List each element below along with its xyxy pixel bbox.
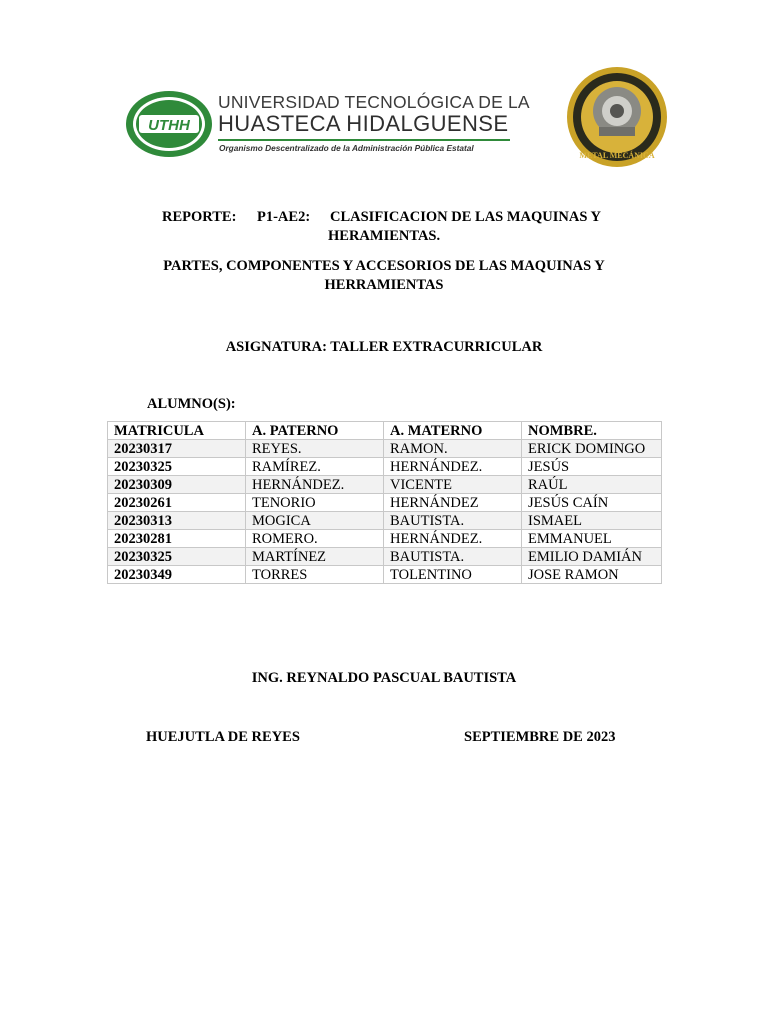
table-row bbox=[108, 458, 662, 476]
cell-paterno: TORRES bbox=[246, 566, 384, 584]
university-subtitle: Organismo Descentralizado de la Administración Pública Estatal bbox=[219, 143, 474, 153]
cell-paterno: REYES. bbox=[246, 440, 384, 458]
cell-matricula: 20230309 bbox=[108, 476, 246, 494]
cell-nombre: JESÚS CAÍN bbox=[522, 494, 662, 512]
teacher-name: ING. REYNALDO PASCUAL BAUTISTA bbox=[251, 670, 517, 686]
report-title-line1: CLASIFICACION DE LAS MAQUINAS Y bbox=[330, 209, 601, 225]
report-label: REPORTE: bbox=[162, 209, 237, 225]
students-table bbox=[107, 421, 662, 584]
report-title-line2: HERAMIENTAS. bbox=[328, 228, 441, 244]
cell-materno: VICENTE bbox=[384, 476, 522, 494]
university-name-line1: UNIVERSIDAD TECNOLÓGICA DE LA bbox=[218, 92, 530, 112]
cell-paterno: HERNÁNDEZ. bbox=[246, 476, 384, 494]
table-row bbox=[108, 566, 662, 584]
header-divider bbox=[218, 139, 510, 141]
cell-materno: HERNÁNDEZ. bbox=[384, 458, 522, 476]
cell-materno: TOLENTINO bbox=[384, 566, 522, 584]
table-header-row bbox=[108, 422, 662, 440]
cell-materno: BAUTISTA. bbox=[384, 548, 522, 566]
column-header-matricula: MATRICULA bbox=[108, 422, 246, 440]
cell-nombre: ISMAEL bbox=[522, 512, 662, 530]
logo-text: UTHH bbox=[148, 117, 190, 134]
subject-line: ASIGNATURA: TALLER EXTRACURRICULAR bbox=[225, 339, 543, 355]
seal-text: METAL MECÁNICA bbox=[579, 151, 655, 160]
report-subtitle-line1: PARTES, COMPONENTES Y ACCESORIOS DE LAS MAQUINAS Y bbox=[163, 258, 605, 274]
cell-matricula: 20230261 bbox=[108, 494, 246, 512]
cell-paterno: TENORIO bbox=[246, 494, 384, 512]
date-text: SEPTIEMBRE DE 2023 bbox=[464, 729, 616, 745]
uthh-logo bbox=[124, 89, 214, 159]
table-row bbox=[108, 530, 662, 548]
cell-matricula: 20230313 bbox=[108, 512, 246, 530]
place-text: HUEJUTLA DE REYES bbox=[146, 729, 300, 745]
metal-mecanica-seal bbox=[565, 65, 669, 169]
column-header-materno: A. MATERNO bbox=[384, 422, 522, 440]
cell-matricula: 20230325 bbox=[108, 548, 246, 566]
column-header-paterno: A. PATERNO bbox=[246, 422, 384, 440]
cell-matricula: 20230317 bbox=[108, 440, 246, 458]
cell-materno: RAMON. bbox=[384, 440, 522, 458]
cell-nombre: EMMANUEL bbox=[522, 530, 662, 548]
column-header-nombre: NOMBRE. bbox=[522, 422, 662, 440]
cell-paterno: MARTÍNEZ bbox=[246, 548, 384, 566]
table-row bbox=[108, 440, 662, 458]
table-row bbox=[108, 476, 662, 494]
cell-nombre: RAÚL bbox=[522, 476, 662, 494]
table-row bbox=[108, 494, 662, 512]
cell-materno: BAUTISTA. bbox=[384, 512, 522, 530]
cell-nombre: JESÚS bbox=[522, 458, 662, 476]
university-name-line2: HUASTECA HIDALGUENSE bbox=[218, 111, 509, 136]
cell-nombre: EMILIO DAMIÁN bbox=[522, 548, 662, 566]
cell-paterno: ROMERO. bbox=[246, 530, 384, 548]
report-code: P1-AE2: bbox=[257, 209, 311, 225]
cell-materno: HERNÁNDEZ bbox=[384, 494, 522, 512]
report-subtitle-line2: HERRAMIENTAS bbox=[324, 277, 444, 293]
cell-nombre: JOSE RAMON bbox=[522, 566, 662, 584]
cell-matricula: 20230325 bbox=[108, 458, 246, 476]
cell-paterno: RAMÍREZ. bbox=[246, 458, 384, 476]
cell-paterno: MOGICA bbox=[246, 512, 384, 530]
cell-matricula: 20230281 bbox=[108, 530, 246, 548]
table-row bbox=[108, 512, 662, 530]
students-label: ALUMNO(S): bbox=[147, 396, 236, 412]
cell-materno: HERNÁNDEZ. bbox=[384, 530, 522, 548]
table-row bbox=[108, 548, 662, 566]
cell-nombre: ERICK DOMINGO bbox=[522, 440, 662, 458]
cell-matricula: 20230349 bbox=[108, 566, 246, 584]
